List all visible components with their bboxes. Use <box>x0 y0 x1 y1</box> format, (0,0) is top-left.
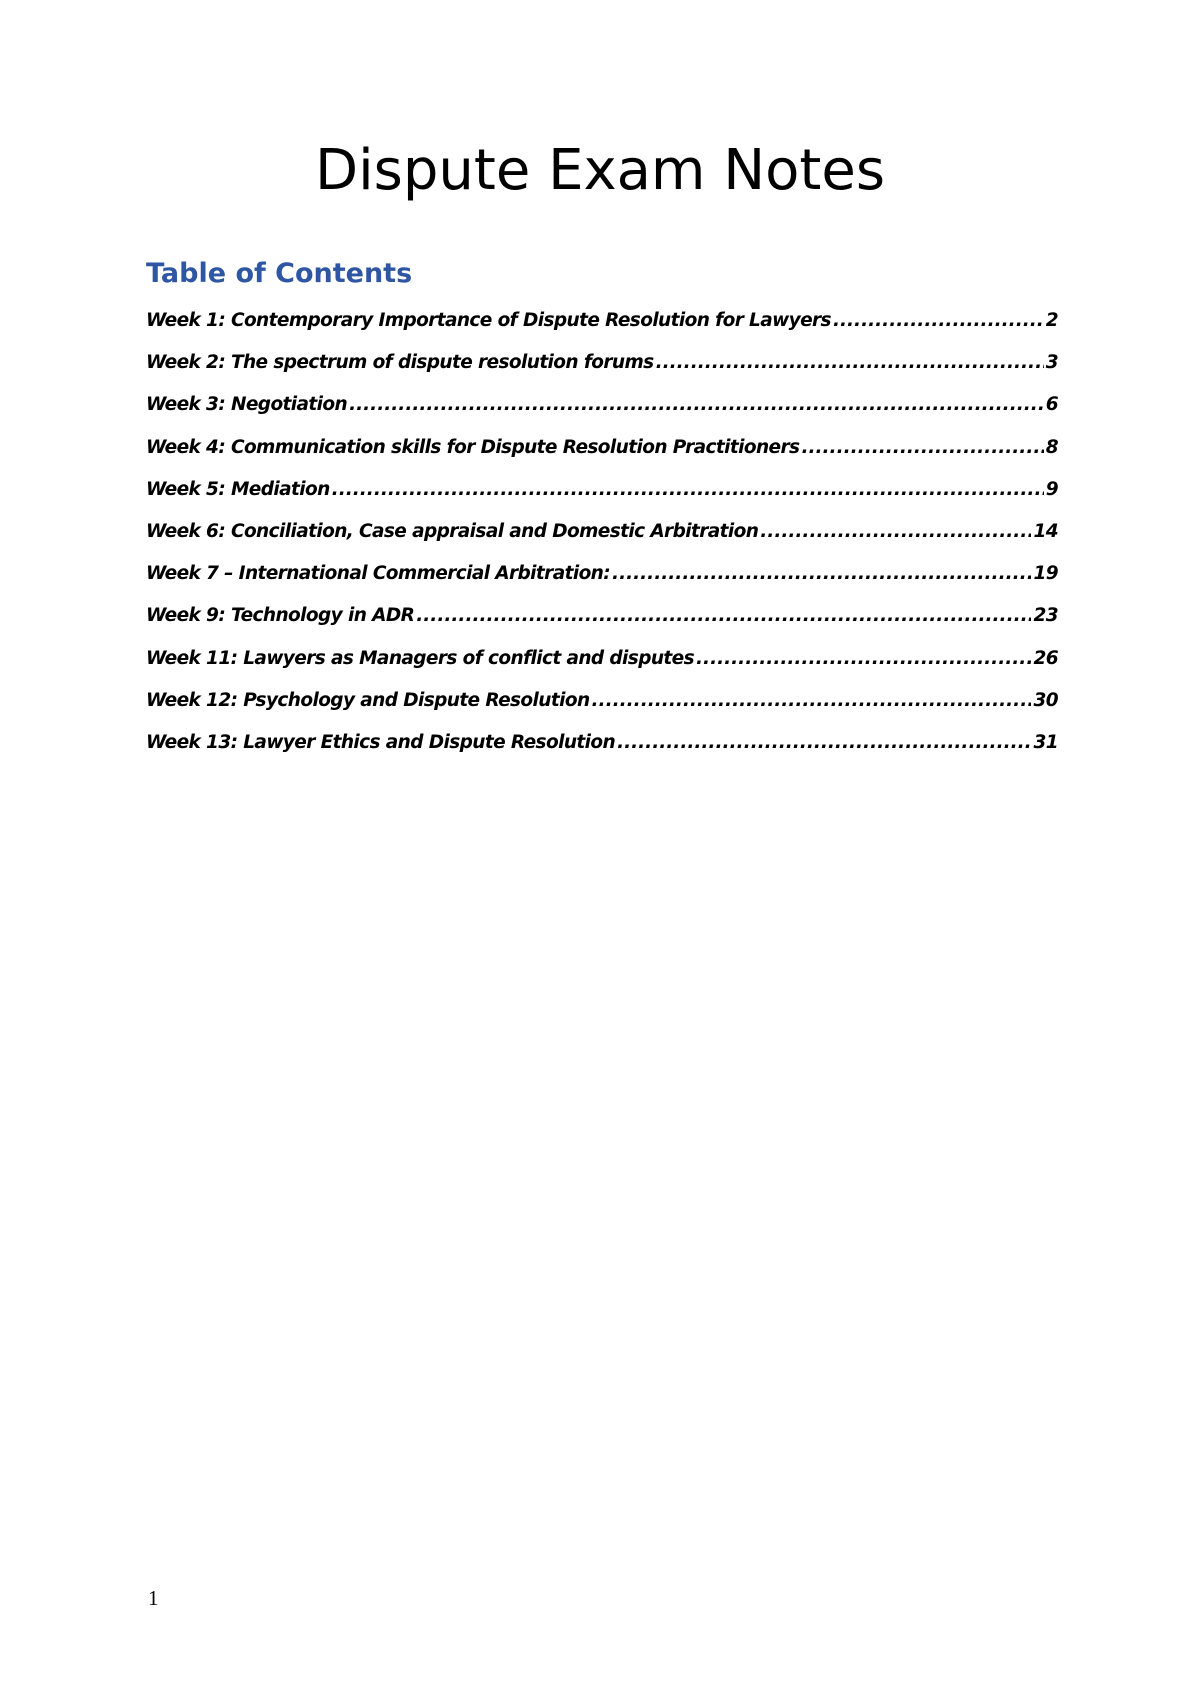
toc-entry-week-6[interactable] <box>146 521 1058 563</box>
dot-leader <box>416 605 1031 626</box>
dot-leader <box>612 563 1031 584</box>
toc-entry-label: Week 12: Psychology and Dispute Resolution <box>146 689 590 711</box>
toc-entry-page: 2 <box>1045 310 1058 331</box>
toc-entry-week-7[interactable] <box>146 563 1058 605</box>
dot-leader <box>833 310 1044 331</box>
table-of-contents <box>146 310 1058 774</box>
dot-leader <box>696 648 1031 669</box>
dot-leader <box>760 521 1031 542</box>
dot-leader <box>592 690 1032 711</box>
toc-entry-page: 6 <box>1045 394 1058 416</box>
toc-entry-week-9[interactable] <box>146 605 1058 647</box>
toc-entry-week-12[interactable] <box>146 690 1058 732</box>
dot-leader <box>801 437 1043 458</box>
toc-heading: Table of Contents <box>146 258 413 289</box>
toc-entry-page: 8 <box>1045 436 1058 458</box>
toc-entry-label: Week 11: Lawyers as Managers of conflict and disputes <box>146 647 695 669</box>
toc-entry-label: Week 9: Technology in ADR <box>146 605 415 627</box>
toc-entry-week-2[interactable] <box>146 352 1058 394</box>
dot-leader <box>617 732 1031 753</box>
toc-entry-label: Week 5: Mediation <box>146 478 330 500</box>
toc-entry-week-4[interactable] <box>146 437 1058 479</box>
page-number: 1 <box>148 1586 159 1610</box>
toc-entry-label: Week 1: Contemporary Importance of Dispute Resolution for Lawyers <box>146 310 831 331</box>
toc-entry-label: Week 2: The spectrum of dispute resolution forums <box>146 352 654 374</box>
toc-entry-week-11[interactable] <box>146 648 1058 690</box>
toc-entry-week-3[interactable] <box>146 394 1058 436</box>
toc-entry-label: Week 13: Lawyer Ethics and Dispute Resolution <box>146 731 616 753</box>
dot-leader <box>349 394 1044 415</box>
toc-entry-page: 9 <box>1045 478 1058 500</box>
toc-entry-page: 3 <box>1045 352 1058 374</box>
toc-entry-week-1[interactable] <box>146 310 1058 352</box>
dot-leader <box>332 479 1044 500</box>
toc-entry-page: 26 <box>1033 647 1058 669</box>
toc-entry-label: Week 4: Communication skills for Dispute Resolution Practitioners <box>146 436 800 458</box>
toc-entry-label: Week 6: Conciliation, Case appraisal and Domestic Arbitration <box>146 520 759 542</box>
toc-entry-page: 14 <box>1033 520 1058 542</box>
document-title: Dispute Exam Notes <box>314 138 886 203</box>
dot-leader <box>656 352 1044 373</box>
toc-entry-page: 31 <box>1033 731 1058 753</box>
toc-entry-label: Week 3: Negotiation <box>146 394 348 416</box>
toc-entry-page: 30 <box>1033 689 1058 711</box>
toc-entry-label: Week 7 – International Commercial Arbitration: <box>146 563 611 585</box>
toc-entry-week-13[interactable] <box>146 732 1058 774</box>
toc-entry-page: 19 <box>1033 563 1058 585</box>
toc-entry-page: 23 <box>1033 605 1058 627</box>
toc-entry-week-5[interactable] <box>146 479 1058 521</box>
